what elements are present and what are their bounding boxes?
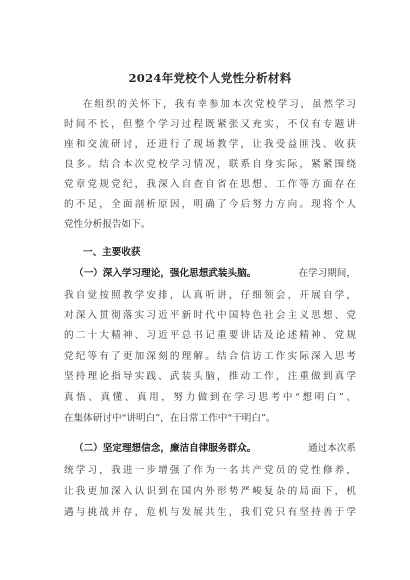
sub2-line-2: 让我更加深入认识到在国内外形势严峻复杂的局面下，机 [64, 486, 356, 497]
sub1-line-4: 党纪等有了更加深刻的理解。结合信访工作实际深入思考 [64, 351, 356, 362]
sub1-line-5: 坚持理论指导实践、武装头脑，推动工作，注重做到真学 [64, 371, 356, 382]
sub1-heading: （一）深入学习理论，强化思想武装头脑。 [74, 268, 257, 279]
intro-line-7: 党性分析报告如下。 [64, 219, 151, 230]
intro-line-4: 良多。结合本次党校学习情况，联系自身实际，紧紧围绕 [64, 159, 356, 170]
document-title: 2024年党校个人党性分析材料 [128, 71, 292, 85]
intro-line-2: 时间不长，但整个学习过程既紧张又充实，不仅有专题讲 [64, 119, 356, 130]
sub2-heading: （二）坚定理想信念，廉洁自律服务群众。 [74, 443, 257, 454]
sub1-line-6: 真悟、真懂、真用，努力做到在学习思考中“想明白”、 [64, 392, 356, 403]
sub1-line-2: 对深入贯彻落实习近平新时代中国特色社会主义思想、党 [64, 310, 356, 321]
sub2-line-3: 遇与挑战并存，危机与发展共生，我们党只有坚持善于学 [64, 507, 356, 518]
sub1-first-tail: 在学习期间， [298, 268, 356, 279]
sub1-line-7: 在集体研讨中“讲明白”，在日常工作中“干明白”。 [64, 413, 276, 424]
sub1-first-line [74, 268, 356, 280]
document-page [64, 0, 356, 580]
sub2-line-1: 统学习，我进一步增强了作为一名共产党员的党性修养， [64, 465, 356, 476]
sub1-line-1: 我自觉按照教学安排，认真听讲，仔细领会，开展自学， [64, 290, 356, 301]
sub1-line-3: 的二十大精神、习近平总书记重要讲话及论述精神、党规 [64, 330, 356, 341]
sub2-first-tail: 通过本次系 [308, 443, 356, 454]
intro-line-3: 座和交流研讨，还进行了现场教学，让我受益匪浅、收获 [64, 139, 356, 150]
sub2-first-line [74, 443, 356, 455]
intro-line-1: 在组织的关怀下，我有幸参加本次党校学习，虽然学习 [83, 99, 356, 110]
section-heading-main-gains: 一、主要收获 [83, 247, 141, 258]
intro-line-6: 的不足，全面剖析原因，明确了今后努力方向。现将个人 [64, 199, 356, 210]
intro-line-5: 党章党规党纪，我深入自查自省在思想、工作等方面存在 [64, 179, 356, 190]
